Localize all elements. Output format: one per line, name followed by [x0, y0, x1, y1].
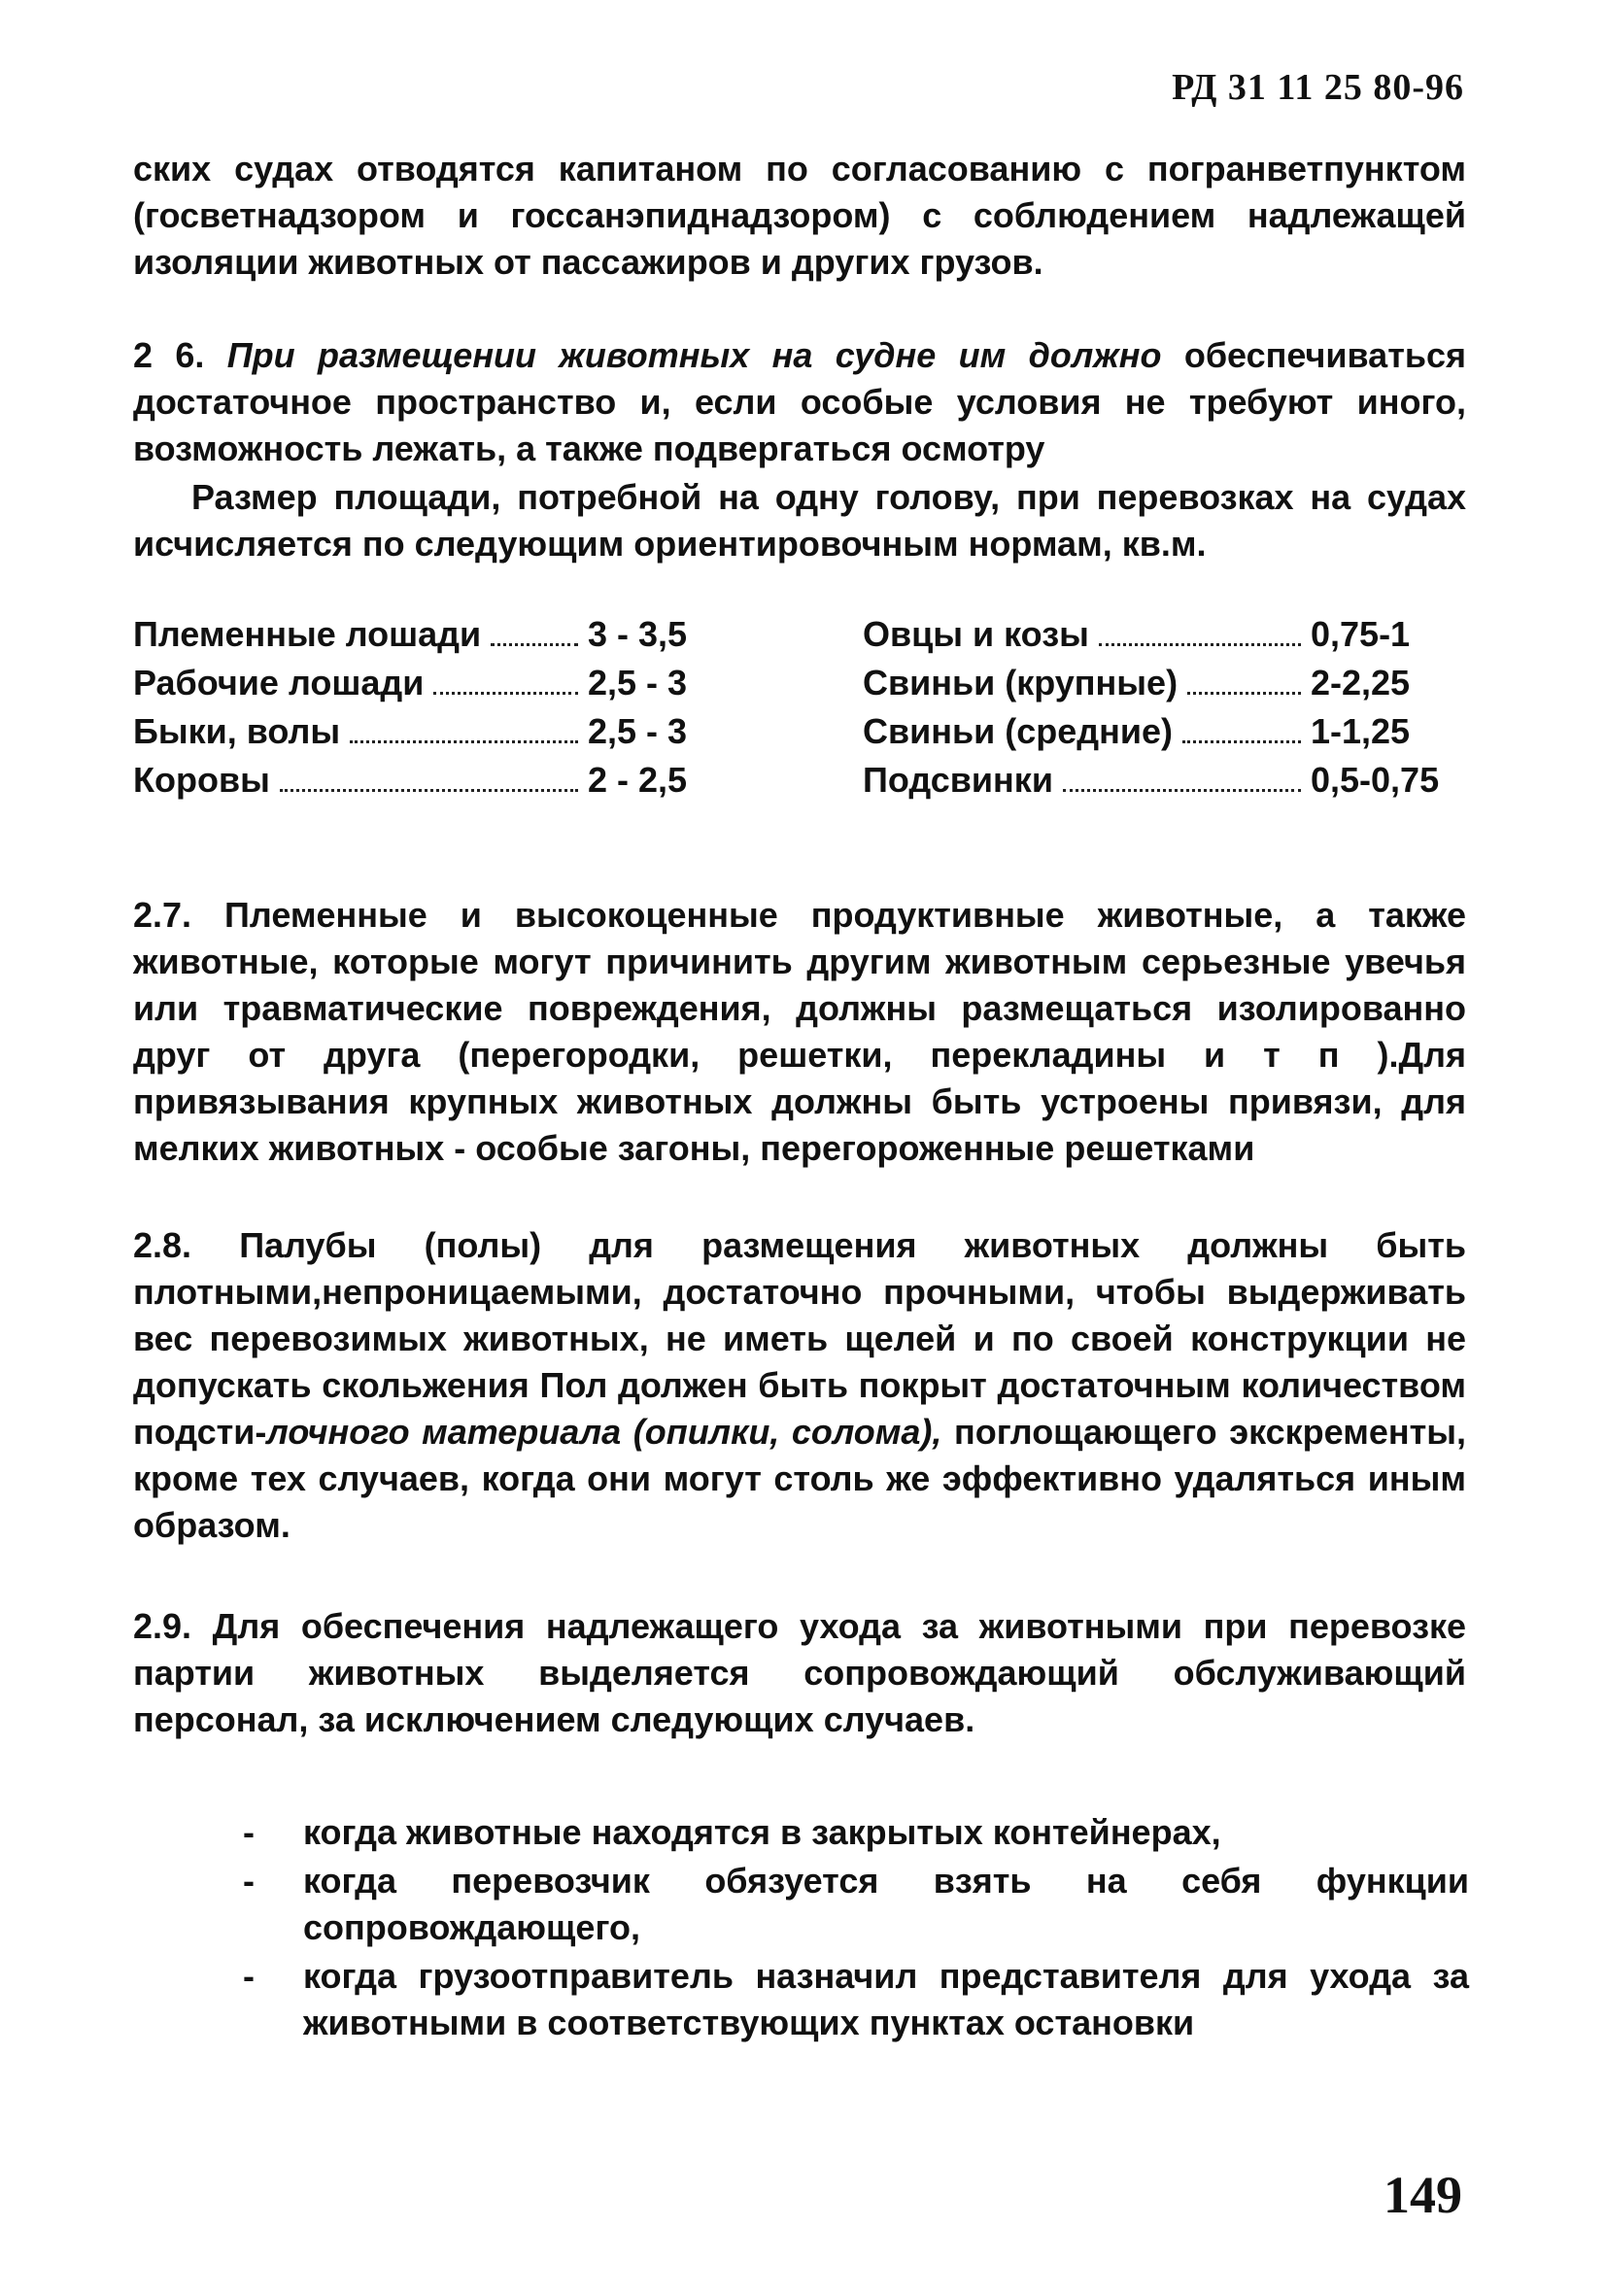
list-item: [243, 1953, 1469, 2046]
norm-value: 0,5-0,75: [1311, 760, 1440, 800]
list-dash: -: [243, 1812, 255, 1852]
norm-value: 2,5 - 3: [588, 711, 688, 751]
norm-animal: Свиньи (средние): [863, 711, 1174, 751]
paragraph-2-6-italic: При размещении животных на судне им должно: [226, 335, 1162, 375]
list-item-text: когда грузоотправитель назначил представителя для ухода за животными в соответствующих пунктах остановки: [303, 1956, 1469, 2042]
norm-animal: Быки, волы: [133, 711, 341, 751]
norm-animal: Овцы и козы: [863, 614, 1089, 654]
leader-dots: [280, 789, 578, 792]
norm-row: [133, 760, 712, 808]
paragraph-2-8: [133, 1222, 1466, 1549]
leader-dots: [1182, 740, 1301, 743]
norms-left-column: [133, 614, 712, 808]
paragraph-2-7: 2.7. Племенные и высокоценные продуктивные животные, а также животные, которые могут причинить другим животным серьезные увечья или травматические повреждения, должны размещаться изолированно друг от друга (перегородки, решетки, перекладины и т п ).Для привязывания крупных животных должны быть устроены привязи, для мелких животных - особые загоны, перегороженные решетками: [133, 895, 1466, 1168]
paragraph-2-8-text-a: 2.8. Палубы (полы) для размещения животных должны быть плотными,непроницаемыми, достаточно прочными, чтобы выдерживать вес перевозимых животных, не иметь щелей и по своей конструкции не допускать скольжения Пол должен быть покрыт достаточным количеством подсти-: [133, 1225, 1466, 1452]
norm-row: [133, 711, 712, 760]
norm-animal: Свиньи (крупные): [863, 663, 1179, 703]
intro-paragraph: ских судах отводятся капитаном по согласованию с погранветпунктом (госветнадзором и госсанэпиднадзором) с соблюдением надлежащей изоляции животных от пассажиров и других грузов.: [133, 149, 1466, 282]
leader-dots: [491, 643, 578, 646]
norm-value: 1-1,25: [1311, 711, 1411, 751]
exceptions-list: [243, 1809, 1469, 2048]
norm-animal: Подсвинки: [863, 760, 1053, 800]
list-dash: -: [243, 1956, 255, 1996]
list-dash: -: [243, 1861, 255, 1901]
norm-value: 2,5 - 3: [588, 663, 688, 703]
norm-row: [133, 614, 712, 663]
norm-row: [863, 760, 1466, 808]
paragraph-2-9: 2.9. Для обеспечения надлежащего ухода за животными при перевозке партии животных выделяется сопровождающий обслуживающий персонал, за исключением следующих случаев.: [133, 1606, 1466, 1739]
page-number: 149: [1384, 2166, 1462, 2224]
norm-value: 3 - 3,5: [588, 614, 688, 654]
norms-right-column: [863, 614, 1466, 808]
norm-value: 2-2,25: [1311, 663, 1411, 703]
list-item: [243, 1858, 1469, 1951]
paragraph-2-6: [133, 332, 1466, 472]
norm-animal: Коровы: [133, 760, 270, 800]
norm-row: [133, 663, 712, 711]
list-item: [243, 1809, 1469, 1856]
leader-dots: [350, 740, 578, 743]
list-item-text: когда животные находятся в закрытых контейнерах,: [303, 1812, 1221, 1852]
norm-row: [863, 614, 1466, 663]
paragraph-2-8-italic: лочного материала (опилки, солома),: [266, 1412, 942, 1452]
norm-animal: Племенные лошади: [133, 614, 482, 654]
leader-dots: [1187, 692, 1301, 695]
norm-row: [863, 663, 1466, 711]
paragraph-2-6-text: обеспечиваться достаточное пространство и, если особые условия не требуют иного, возможность лежать, а также подвергаться осмотру: [133, 335, 1466, 468]
leader-dots: [433, 692, 578, 695]
leader-dots: [1099, 643, 1301, 646]
norm-value: 2 - 2,5: [588, 760, 688, 800]
norm-animal: Рабочие лошади: [133, 663, 425, 703]
paragraph-2-6-number: 2 6.: [133, 335, 205, 375]
area-norms-paragraph: Размер площади, потребной на одну голову, при перевозках на судах исчисляется по следующим ориентировочным нормам, кв.м.: [133, 477, 1466, 564]
list-item-text: когда перевозчик обязуется взять на себя функции сопровождающего,: [303, 1861, 1469, 1947]
document-code: РД 31 11 25 80-96: [1172, 67, 1464, 108]
norm-row: [863, 711, 1466, 760]
paragraph-2-8-text-b: поглощающего экскременты, кроме тех случаев, когда они могут столь же эффективно удаляться иным образом.: [133, 1412, 1466, 1545]
leader-dots: [1063, 789, 1301, 792]
norm-value: 0,75-1: [1311, 614, 1411, 654]
